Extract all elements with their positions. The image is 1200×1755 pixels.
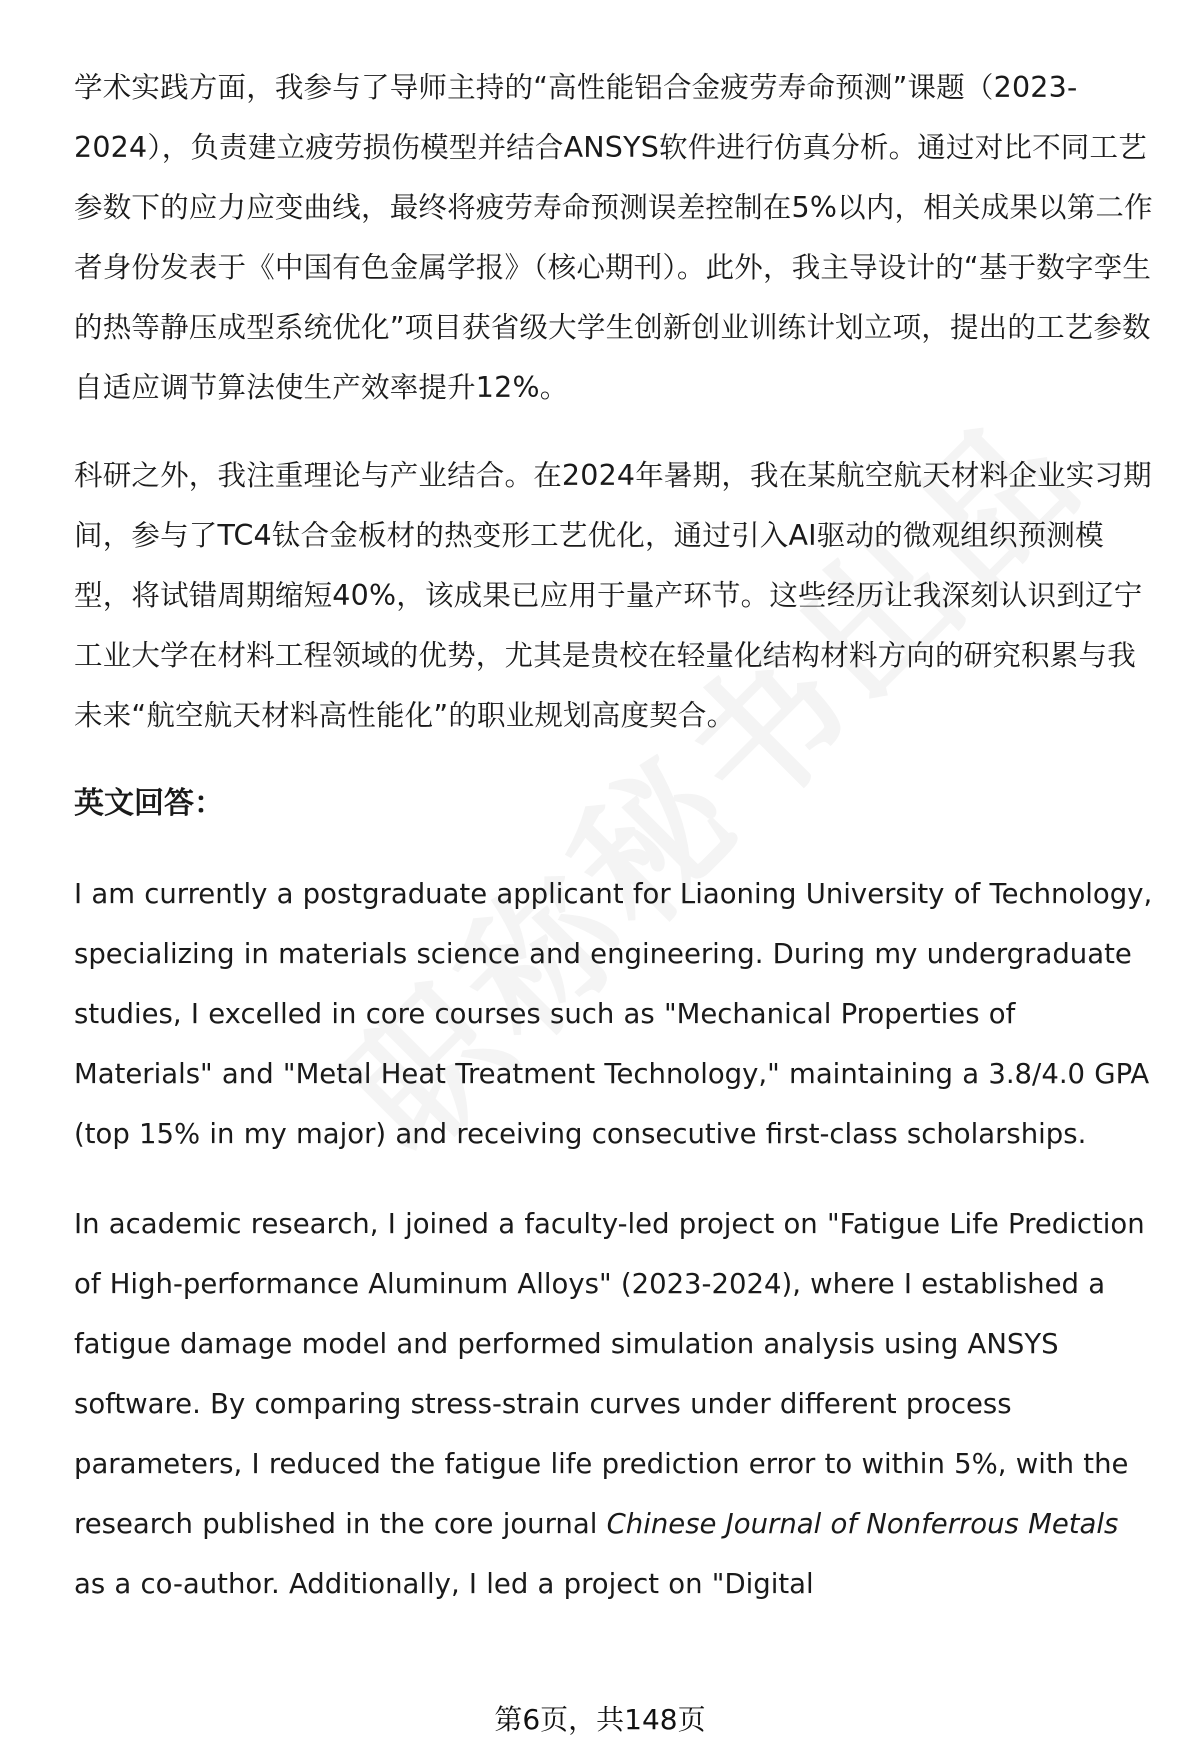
chinese-paragraph-internship: 科研之外，我注重理论与产业结合。在2024年暑期，我在某航空航天材料企业实习期间，参与了TC4钛合金板材的热变形工艺优化，通过引入AI驱动的微观组织预测模型，将试错周期缩短40%，该成果已应用于量产环节。这些经历让我深刻认识到辽宁工业大学在材料工程领域的优势，尤其是贵校在轻量化结构材料方向的研究积累与我未来“航空航天材料高性能化”的职业规划高度契合。 <box>74 459 1152 732</box>
english-paragraph-research <box>74 1194 1154 1614</box>
chinese-paragraph-research: 学术实践方面，我参与了导师主持的“高性能铝合金疲劳寿命预测”课题（2023-2024），负责建立疲劳损伤模型并结合ANSYS软件进行仿真分析。通过对比不同工艺参数下的应力应变曲线，最终将疲劳寿命预测误差控制在5%以内，相关成果以第二作者身份发表于《中国有色金属学报》（核心期刊）。此外，我主导设计的“基于数字孪生的热等静压成型系统优化”项目获省级大学生创新创业训练计划立项，提出的工艺参数自适应调节算法使生产效率提升12%。 <box>74 71 1153 404</box>
english-paragraph-intro: I am currently a postgraduate applicant for Liaoning University of Technology, specializing in materials science and engineering. During my undergraduate studies, I excelled in core courses such as "Mechanical Properties of Materials" and "Metal Heat Treatment Technology," maintaining a 3.8/4.0 GPA (top 15% in my major) and receiving consecutive first-class scholarships. <box>74 878 1153 1150</box>
english-research-text: In academic research, I joined a faculty-led project on "Fatigue Life Prediction of High-performance Aluminum Alloys" (2023-2024), where I established a fatigue damage model and performed simulation analysis using ANSYS software. By comparing stress-strain curves under different process parameters, I reduced the fatigue life prediction error to within 5%, with the research published in the core journal <box>74 1208 1145 1540</box>
section-heading-english-answer: 英文回答： <box>74 786 224 821</box>
page-content <box>74 58 1154 1644</box>
page-number: 第6页，共148页 <box>494 1703 706 1736</box>
journal-title: Chinese Journal of Nonferrous Metals <box>606 1508 1119 1540</box>
english-research-text-continued: as a co-author. Additionally, I led a project on "Digital <box>74 1568 814 1600</box>
